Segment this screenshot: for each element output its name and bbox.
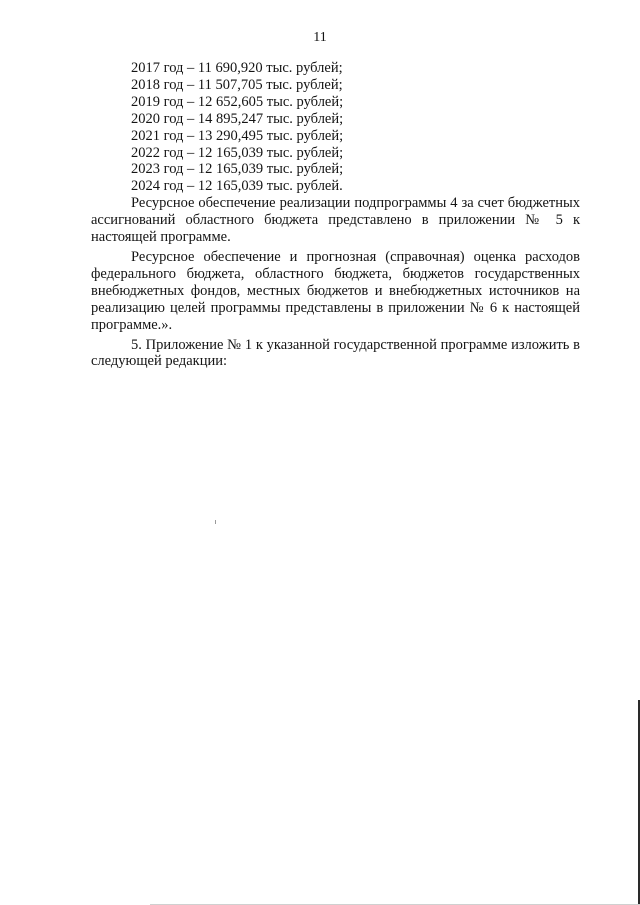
paragraph-subprogram-4-resources: Ресурсное обеспечение реализации подпрограммы 4 за счет бюджетных ассигнований областного бюджета представлено в приложении № 5 к настоящей программе. [91,195,580,246]
paragraph-appendix-1-amendment: 5. Приложение № 1 к указанной государственной программе изложить в следующей редакции: [91,336,580,370]
funding-line-2022: 2022 год – 12 165,039 тыс. рублей; [131,144,344,161]
funding-line-2017: 2017 год – 11 690,920 тыс. рублей; [131,60,343,76]
document-body [91,60,580,370]
funding-line-2019: 2019 год – 12 652,605 тыс. рублей; [131,93,344,110]
funding-line-2023: 2023 год – 12 165,039 тыс. рублей; [131,161,344,178]
funding-line-2020: 2020 год – 14 895,247 тыс. рублей; [131,110,344,127]
paragraph-forecast-estimate: Ресурсное обеспечение и прогнозная (справочная) оценка расходов федерального бюджета, областного бюджета, бюджетов государственных внебюджетных фондов, местных бюджетов и внебюджетных источников на реализацию целей программы представлены в приложении № 6 к настоящей программе.». [91,248,580,333]
funding-line-2021: 2021 год – 13 290,495 тыс. рублей; [131,127,344,144]
scan-speck [215,520,216,524]
page-number: 11 [313,30,327,45]
funding-line-2024: 2024 год – 12 165,039 тыс. рублей. [131,178,343,195]
funding-line-2018: 2018 год – 11 507,705 тыс. рублей; [131,76,343,93]
